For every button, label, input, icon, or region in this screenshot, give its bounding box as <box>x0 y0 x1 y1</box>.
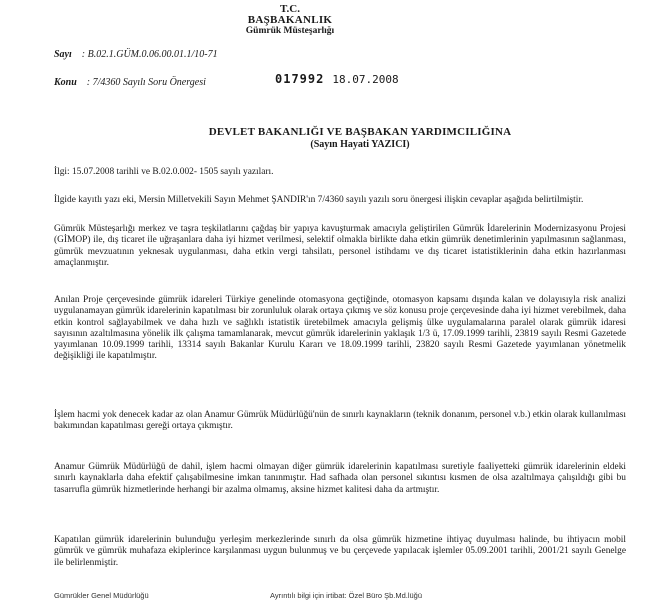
paragraph-5: Anamur Gümrük Müdürlüğü de dahil, işlem hacmi olmayan diğer gümrük idarelerinin kapatılması suretiyle faaliyetteki gümrük idarelerinin eldeki sınırlı kaynaklarla daha efektif çalışabilmesine imkan tanınmıştır. Had safhada olan personel sıkıntısı kısmen de olsa azaltılmaya çalışıldığı gibi bu tasarrufla gümrük hizmetlerinde herhangi bir azalma olmamış, aksine hizmet kalitesi daha da artmıştır. <box>54 462 626 495</box>
sayi-value: : B.02.1.GÜM.0.06.00.01.1/10-71 <box>81 49 218 60</box>
recipient-subtitle: (Sayın Hayati YAZICI) <box>310 139 410 150</box>
paragraph-2: Gümrük Müsteşarlığı merkez ve taşra teşkilatlarını çağdaş bir yapıya kavuşturmak amacıyla geliştirilen Gümrük İdarelerinin Modernizasyonu Projesi (GİMOP) ile, dış ticaret ile uğraşanlara daha iyi hizmet verilmesi, selektif olmakla birlikte daha etkin gümrük denetimlerinin yapılmasının sağlanması, gümrük mevzuatının yeknesak uygulanması, daha etkin vergi tahsilatı, personel istihdamı ve dış ticaret istatistiklerinin daha etkin hazırlanması amaçlanmıştır. <box>54 224 626 268</box>
paragraph-3: Anılan Proje çerçevesinde gümrük idareleri Türkiye genelinde otomasyona geçtiğinde, otomasyon kapsamı dışında kalan ve dolayısıyla risk analizi uygulanamayan gümrük idarelerinin kapatılması bir zorunluluk olarak ortaya çıkmış ve söz konusu proje çerçevesinde daha iyi hizmet verebilmek, daha etkin kontrol sağlayabilmek ve daha hızlı ve sağlıklı istatistik üretebilmek amacıyla gelişmiş ülke uygulamalarına paralel olarak gümrük idaresi sayısının azaltılmasına yönelik ilk çalışma tamamlanarak, mevcut gümrük idarelerinin yaklaşık 1/3 ü, 17.09.1999 tarihli, 23819 sayılı Resmi Gazetede yayımlanan 10.09.1999 tarihli, 13314 sayılı Bakanlar Kurulu Kararı ve 18.09.1999 tarihli, 23820 sayılı Resmi Gazetede yayımlanan yönetmelik değişikliği ile kapatılmıştır. <box>54 295 626 362</box>
stamp-number: 017992 <box>275 72 325 86</box>
paragraph-6: Kapatılan gümrük idarelerinin bulunduğu yerleşim merkezlerinde sınırlı da olsa gümrük hizmetine ihtiyaç duyulması halinde, bu ihtiyacın mobil gümrük ve gümrük muhafaza ekiplerince karşılanması uygun bulunmuş ve bu çerçevede yapılacak işlemler 05.09.2001 tarihli, 2001/21 sayılı Genelge ile belirlenmiştir. <box>54 535 626 568</box>
reference-line: İlgi: 15.07.2008 tarihli ve B.02.0.002- 1505 sayılı yazıları. <box>54 167 274 177</box>
sayi-line <box>54 49 218 60</box>
letterhead <box>180 4 400 37</box>
letterhead-institution: BAŞBAKANLIK <box>247 14 333 26</box>
recipient-title: DEVLET BAKANLIĞI VE BAŞBAKAN YARDIMCILIĞINA <box>208 126 512 138</box>
footer-left: Gümrükler Genel Müdürlüğü <box>54 591 149 600</box>
konu-label: Konu <box>54 77 77 88</box>
konu-value: : 7/4360 Sayılı Soru Önergesi <box>86 77 206 88</box>
konu-line <box>54 77 206 88</box>
paragraph-4: İşlem hacmi yok denecek kadar az olan Anamur Gümrük Müdürlüğü'nün de sınırlı kaynakların (teknik donanım, personel v.b.) etkin olarak kullanılması bakımından kapatılması gereği ortaya çıkmıştır. <box>54 410 626 432</box>
footer-right: Ayrıntılı bilgi için irtibat: Özel Büro Şb.Md.lüğü <box>270 591 423 600</box>
stamp-date: 18.07.2008 <box>332 73 399 86</box>
letterhead-tc: T.C. <box>280 3 300 15</box>
registry-stamp <box>275 72 399 86</box>
sayi-label: Sayı <box>54 49 72 60</box>
letterhead-unit: Gümrük Müsteşarlığı <box>245 26 335 36</box>
paragraph-1: İlgide kayıtlı yazı eki, Mersin Milletvekili Sayın Mehmet ŞANDIR'ın 7/4360 sayılı yazılı soru önergesi ilişkin cevaplar aşağıda belirtilmiştir. <box>54 195 584 205</box>
